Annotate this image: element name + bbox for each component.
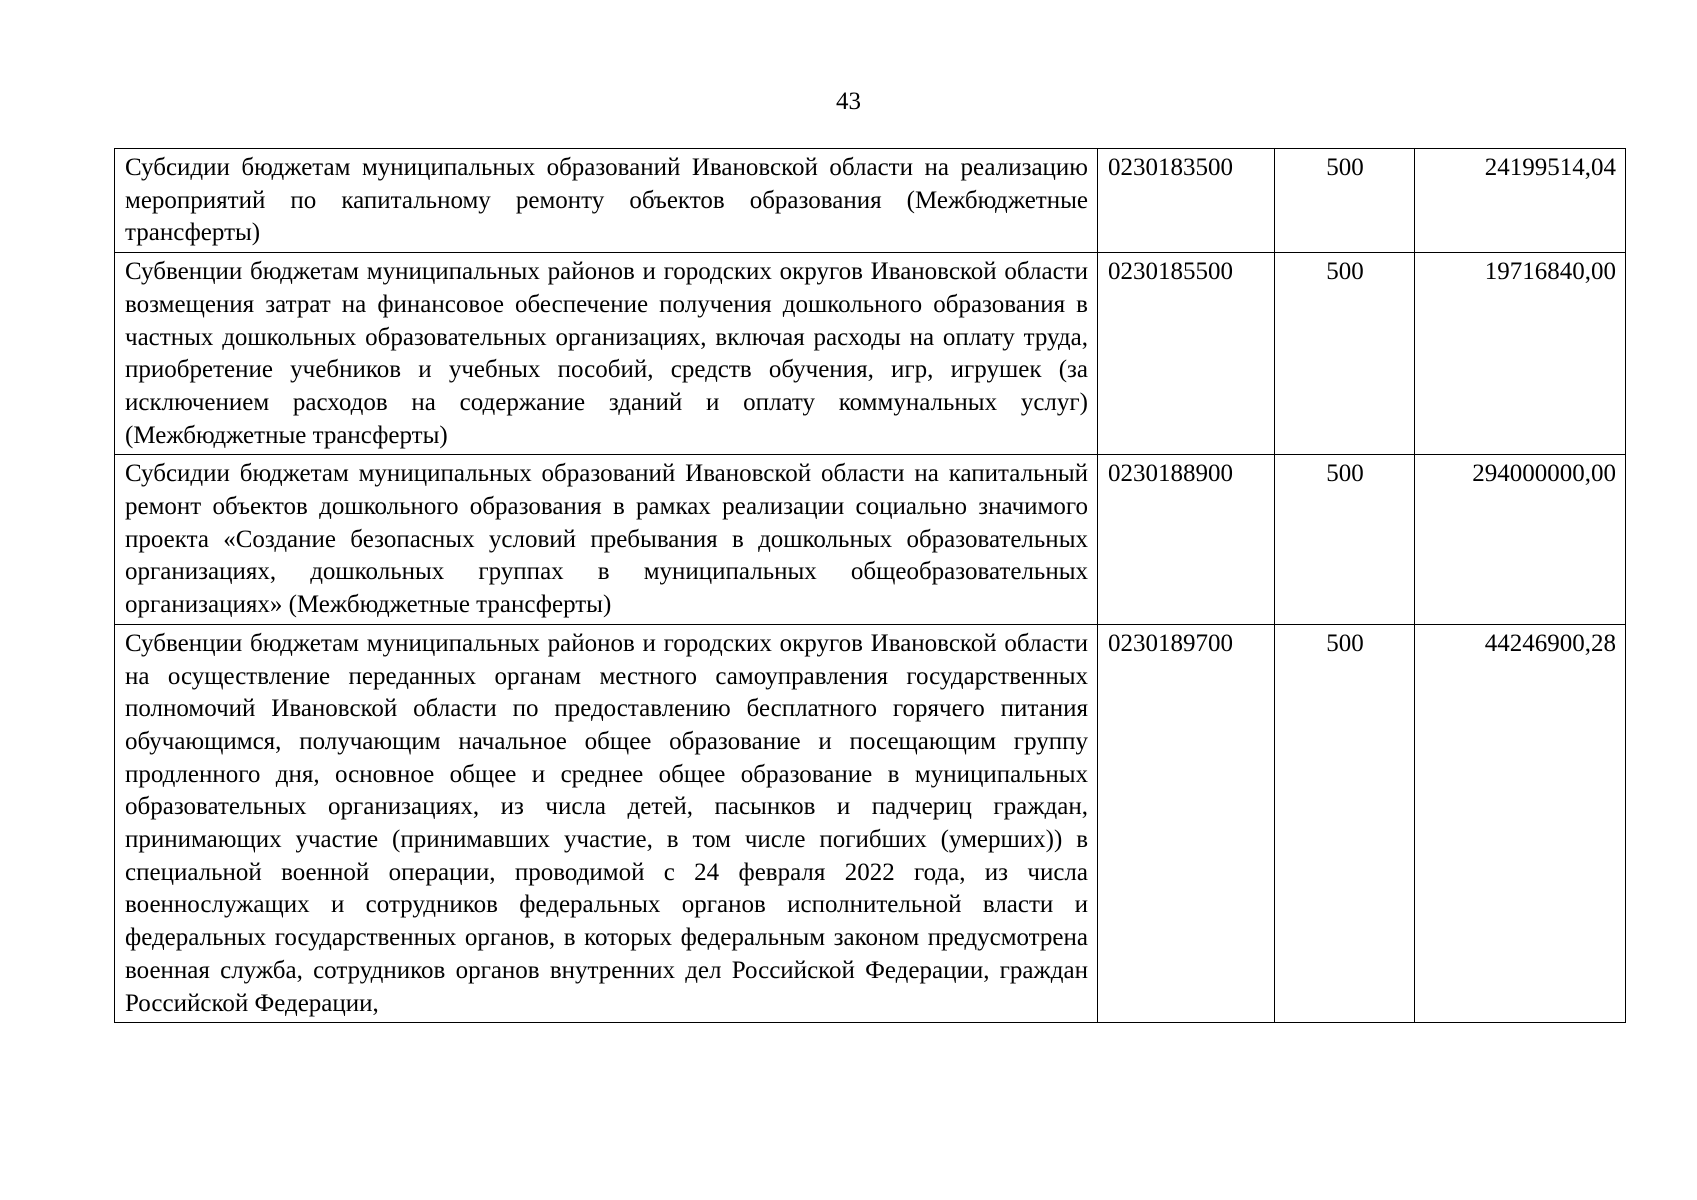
table-row [115,149,1626,253]
row-expense-type: 500 [1275,149,1415,253]
row-code: 0230189700 [1098,624,1275,1022]
table-row [115,624,1626,1022]
row-amount: 294000000,00 [1415,455,1626,625]
row-description: Субсидии бюджетам муниципальных образований Ивановской области на капитальный ремонт объектов дошкольного образования в рамках реализации социально значимого проекта «Создание безопасных условий пребывания в дошкольных образовательных организациях, дошкольных группах в муниципальных общеобразовательных организациях» (Межбюджетные трансферты) [115,455,1098,625]
row-description: Субвенции бюджетам муниципальных районов и городских округов Ивановской области на осуществление переданных органам местного самоуправления государственных полномочий Ивановской области по предоставлению бесплатного горячего питания обучающимся, получающим начальное общее образование и посещающим группу продленного дня, основное общее и среднее общее образование в муниципальных образовательных организациях, из числа детей, пасынков и падчериц граждан, принимающих участие (принимавших участие, в том числе погибших (умерших)) в специальной военной операции, проводимой с 24 февраля 2022 года, из числа военнослужащих и сотрудников федеральных органов исполнительной власти и федеральных государственных органов, в которых федеральным законом предусмотрена военная служба, сотрудников органов внутренних дел Российской Федерации, граждан Российской Федерации, [115,624,1098,1022]
row-description: Субсидии бюджетам муниципальных образований Ивановской области на реализацию мероприятий по капитальному ремонту объектов образования (Межбюджетные трансферты) [115,149,1098,253]
row-amount: 44246900,28 [1415,624,1626,1022]
table-row [115,253,1626,455]
table-row [115,455,1626,625]
row-amount: 24199514,04 [1415,149,1626,253]
page-number: 43 [836,88,861,115]
row-description: Субвенции бюджетам муниципальных районов и городских округов Ивановской области возмещения затрат на финансовое обеспечение получения дошкольного образования в частных дошкольных образовательных организациях, включая расходы на оплату труда, приобретение учебников и учебных пособий, средств обучения, игр, игрушек (за исключением расходов на содержание зданий и оплату коммунальных услуг) (Межбюджетные трансферты) [115,253,1098,455]
row-amount: 19716840,00 [1415,253,1626,455]
row-expense-type: 500 [1275,624,1415,1022]
row-code: 0230185500 [1098,253,1275,455]
row-expense-type: 500 [1275,253,1415,455]
row-expense-type: 500 [1275,455,1415,625]
budget-table [114,148,1626,1023]
row-code: 0230188900 [1098,455,1275,625]
row-code: 0230183500 [1098,149,1275,253]
